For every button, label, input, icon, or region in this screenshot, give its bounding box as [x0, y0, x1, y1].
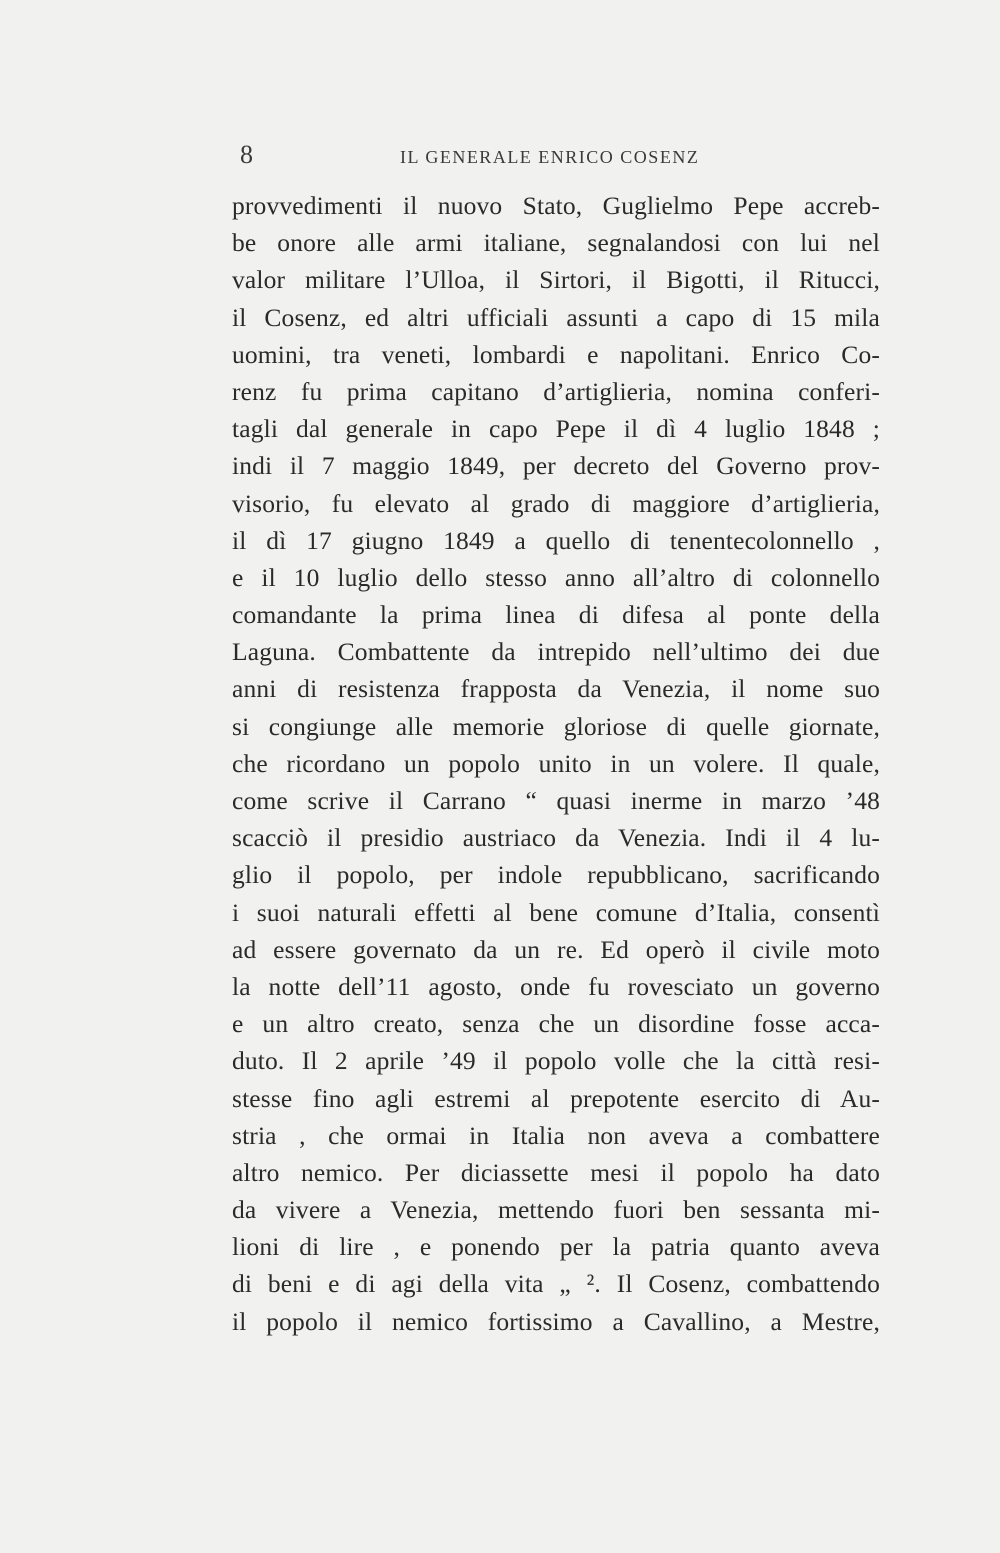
text-line: il popolo il nemico fortissimo a Cavallino, a Mestre,	[232, 1306, 880, 1336]
text-line: e un altro creato, senza che un disordine fosse acca-	[232, 1009, 880, 1039]
text-line: anni di resistenza frapposta da Venezia, il nome suo	[232, 674, 880, 704]
text-line: be onore alle armi italiane, segnalandosi con lui nel	[232, 228, 880, 258]
text-line: scacciò il presidio austriaco da Venezia. Indi il 4 lu-	[232, 823, 880, 853]
body-text	[232, 187, 880, 1340]
text-line: come scrive il Carrano “ quasi inerme in marzo ’48	[232, 786, 880, 815]
text-line: il Cosenz, ed altri ufficiali assunti a capo di 15 mila	[232, 302, 880, 332]
text-line: lioni di lire , e ponendo per la patria quanto aveva	[232, 1232, 880, 1262]
text-line: ad essere governato da un re. Ed operò il civile moto	[232, 934, 880, 964]
text-line: valor militare l’Ulloa, il Sirtori, il Bigotti, il Ritucci,	[232, 265, 880, 295]
page-number: 8	[240, 140, 253, 169]
text-line: comandante la prima linea di difesa al ponte della	[232, 600, 880, 630]
text-line: il dì 17 giugno 1849 a quello di tenentecolonnello ,	[232, 525, 880, 555]
text-line: che ricordano un popolo unito in un volere. Il quale,	[232, 748, 880, 778]
text-line: visorio, fu elevato al grado di maggiore d’artiglieria,	[232, 488, 880, 518]
text-line: Laguna. Combattente da intrepido nell’ultimo dei due	[232, 637, 880, 667]
running-title: IL GENERALE ENRICO COSENZ	[400, 147, 700, 167]
text-line: uomini, tra veneti, lombardi e napolitani. Enrico Co-	[232, 339, 880, 369]
text-line: tagli dal generale in capo Pepe il dì 4 luglio 1848 ;	[232, 414, 880, 444]
text-line: e il 10 luglio dello stesso anno all’altro di colonnello	[232, 562, 880, 592]
text-line: duto. Il 2 aprile ’49 il popolo volle che la città resi-	[232, 1046, 880, 1076]
text-line: di beni e di agi della vita „ ². Il Cosenz, combattendo	[232, 1269, 880, 1299]
text-line: altro nemico. Per diciassette mesi il popolo ha dato	[232, 1157, 880, 1187]
text-line: i suoi naturali effetti al bene comune d’Italia, consentì	[232, 897, 880, 927]
text-line: provvedimenti il nuovo Stato, Guglielmo Pepe accreb-	[232, 191, 880, 220]
text-line: stesse fino agli estremi al prepotente esercito di Au-	[232, 1083, 880, 1113]
text-line: indi il 7 maggio 1849, per decreto del Governo prov-	[232, 451, 880, 481]
page-header	[240, 140, 730, 180]
text-line: si congiunge alle memorie gloriose di quelle giornate,	[232, 711, 880, 741]
text-line: da vivere a Venezia, mettendo fuori ben sessanta mi-	[232, 1195, 880, 1225]
text-line: stria , che ormai in Italia non aveva a combattere	[232, 1120, 880, 1150]
text-line: glio il popolo, per indole repubblicano, sacrificando	[232, 860, 880, 890]
text-line: renz fu prima capitano d’artiglieria, nomina conferi-	[232, 376, 880, 406]
text-line: la notte dell’11 agosto, onde fu rovesciato un governo	[232, 971, 880, 1001]
